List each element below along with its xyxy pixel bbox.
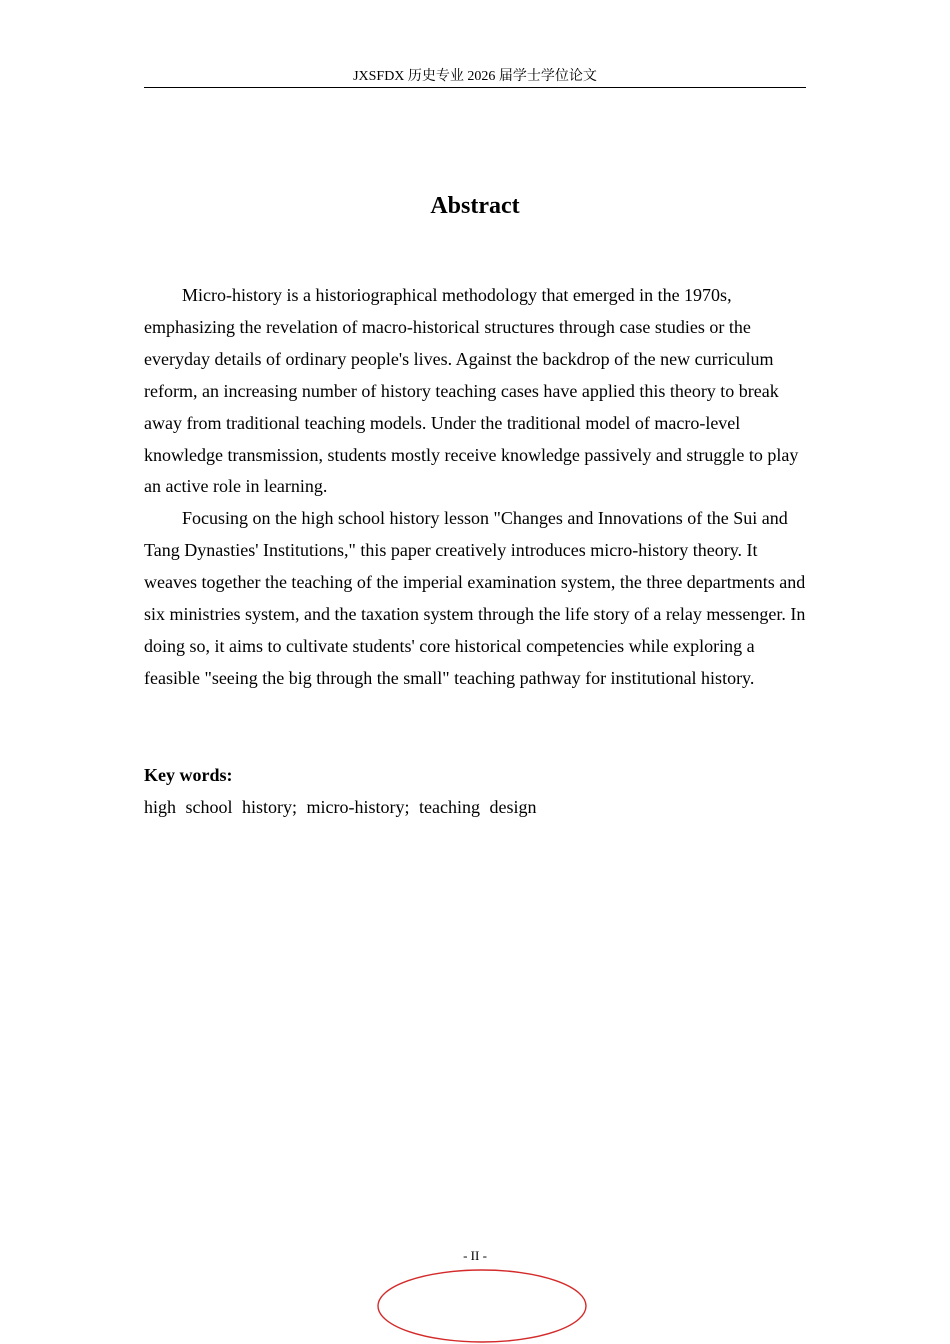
keywords-section bbox=[144, 759, 806, 823]
abstract-body bbox=[144, 280, 806, 695]
keywords-label: Key words: bbox=[144, 765, 233, 785]
keywords-list: high school history; micro-history; teaching design bbox=[144, 797, 537, 817]
red-ellipse-mark bbox=[376, 1268, 588, 1344]
page-number: - II - bbox=[463, 1248, 487, 1263]
abstract-title: Abstract bbox=[430, 193, 520, 219]
abstract-paragraph-2: Focusing on the high school history lesson "Changes and Innovations of the Sui and Tang Dynasties' Institutions," this paper creatively introduces micro-history theory. It weaves together the teaching of the imperial examination system, the three departments and six ministries system, and the taxation system through the life story of a relay messenger. In doing so, it aims to cultivate students' core historical competencies while exploring a feasible "seeing the big through the small" teaching pathway for institutional history. bbox=[144, 508, 806, 688]
running-header: JXSFDX 历史专业 2026 届学士学位论文 bbox=[144, 67, 806, 88]
abstract-paragraph-1: Micro-history is a historiographical methodology that emerged in the 1970s, emphasizing the revelation of macro-historical structures through case studies or the everyday details of ordinary people's lives. Against the backdrop of the new curriculum reform, an increasing number of history teaching cases have applied this theory to break away from traditional teaching models. Under the traditional model of macro-level knowledge transmission, students mostly receive knowledge passively and struggle to play an active role in learning. bbox=[144, 285, 799, 497]
